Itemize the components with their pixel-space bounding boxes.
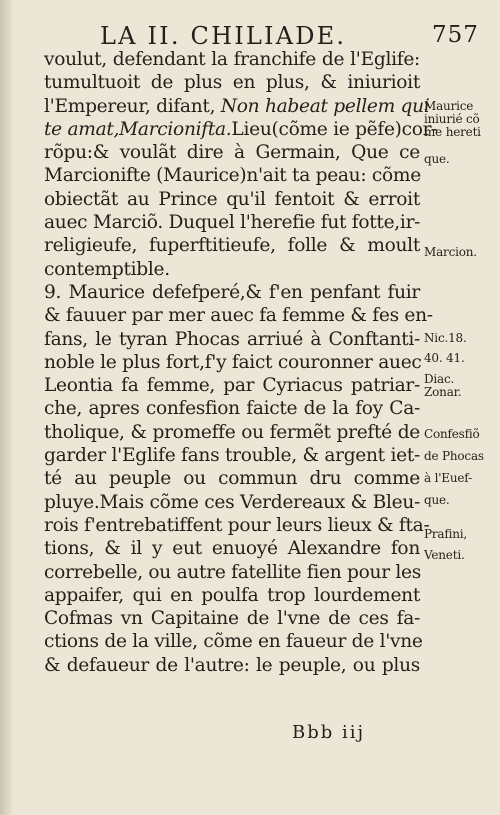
text-line: [44, 444, 420, 467]
text-run: tions, & il y eut enuoyé Alexandre fon: [44, 538, 420, 560]
text-line: [44, 118, 438, 141]
margin-note: Maurice: [424, 99, 474, 113]
text-run: noble le plus fort,f'y faict couronner auec: [44, 351, 422, 373]
margin-note: Nic.18.: [424, 331, 467, 345]
text-line: [44, 71, 420, 94]
text-run: fans, le tyran Phocas arriué à Conftanti-: [44, 328, 420, 350]
text-run: Lieu(cõme ie pẽfe)cor-: [231, 118, 438, 140]
text-line: [44, 351, 420, 374]
margin-note: Marcion.: [424, 245, 477, 259]
margin-note: Confesfiõ: [424, 427, 480, 441]
text-line: [44, 537, 420, 560]
margin-note: 40. 41.: [424, 351, 465, 365]
text-run: auec Marciõ. Duquel l'herefie fut fotte,ir-: [44, 212, 421, 234]
text-run: che, apres confesfion faicte de la foy Ca-: [44, 398, 420, 420]
text-line: [44, 281, 420, 304]
page-number: 757: [432, 22, 479, 48]
text-line: [44, 164, 420, 187]
margin-note: que.: [424, 493, 450, 507]
margin-note: à l'Euef-: [424, 471, 472, 485]
text-line: [44, 491, 420, 514]
text-line: [44, 48, 420, 71]
text-run: garder l'Eglife fans trouble, & argent iet-: [44, 445, 420, 467]
text-run: appaifer, qui en poulfa trop lourdement: [44, 584, 420, 606]
text-line: [44, 211, 420, 234]
signature-mark: Bbb iij: [292, 722, 366, 743]
text-line: [44, 467, 420, 490]
margin-note: Zonar.: [424, 385, 462, 399]
italic-quote: Non habeat pellem qui: [220, 95, 430, 117]
text-run: rõpu:& voulãt dire à Germain, Que ce: [44, 142, 420, 164]
text-line: [44, 258, 420, 281]
text-line: [44, 328, 420, 351]
text-run: voulut, defendant la franchife de l'Eglife:: [44, 49, 420, 70]
text-line: [44, 630, 423, 653]
italic-quote: te amat,Marcionifta.: [44, 118, 232, 140]
body-text: [44, 48, 438, 677]
text-line: [44, 234, 420, 257]
text-line: [44, 607, 420, 630]
margin-note: Diac.: [424, 372, 455, 386]
text-run: obiectãt au Prince qu'il fentoit & erroit: [44, 188, 420, 210]
text-run: l'Empereur, difant,: [44, 95, 221, 117]
text-run: 9. Maurice defefperé,& f'en penfant fuir: [44, 281, 420, 303]
text-line: [44, 141, 420, 164]
margin-note: Prafini,: [424, 527, 468, 541]
text-run: Marcionifte (Maurice)n'ait ta peau: cõme: [44, 165, 421, 187]
text-run: & fauuer par mer auec fa femme & fes en-: [44, 305, 433, 327]
text-run: religieufe, fuperftitieufe, folle & moult: [44, 235, 420, 257]
margin-note: iniurié cõ: [424, 112, 480, 126]
text-run: Leontia fa femme, par Cyriacus patriar-: [44, 375, 420, 397]
text-run: contemptible.: [44, 258, 170, 280]
text-line: [44, 304, 433, 327]
margin-note: de Phocas: [424, 449, 484, 463]
text-run: té au peuple ou commun dru comme: [44, 468, 420, 490]
margin-note: me hereti: [424, 125, 481, 139]
text-line: [44, 397, 420, 420]
text-line: [44, 584, 420, 607]
text-line: [44, 374, 420, 397]
text-run: & defaueur de l'autre: le peuple, ou plus: [44, 654, 420, 676]
running-header: LA II. CHILIADE.: [100, 22, 347, 50]
margin-note: que.: [424, 152, 450, 166]
text-line: [44, 95, 430, 118]
text-run: pluye.Mais cõme ces Verdereaux & Bleu-: [44, 491, 420, 513]
text-run: Cofmas vn Capitaine de l'vne de ces fa-: [44, 608, 420, 630]
text-line: [44, 561, 420, 584]
text-line: [44, 514, 430, 537]
text-line: [44, 654, 420, 677]
gutter-shadow: [0, 0, 14, 815]
margin-note: Veneti.: [424, 548, 465, 562]
text-run: tumultuoit de plus en plus, & iniurioit: [44, 72, 420, 94]
text-run: rois f'entrebatiffent pour leurs lieux & fta-: [44, 514, 430, 536]
text-run: ctions de la ville, cõme en faueur de l'vne: [44, 631, 423, 653]
text-line: [44, 421, 420, 444]
text-line: [44, 188, 420, 211]
text-run: tholique, & promeffe ou fermẽt prefté de: [44, 421, 420, 443]
text-run: correbelle, ou autre fatellite fien pour les: [44, 561, 421, 583]
